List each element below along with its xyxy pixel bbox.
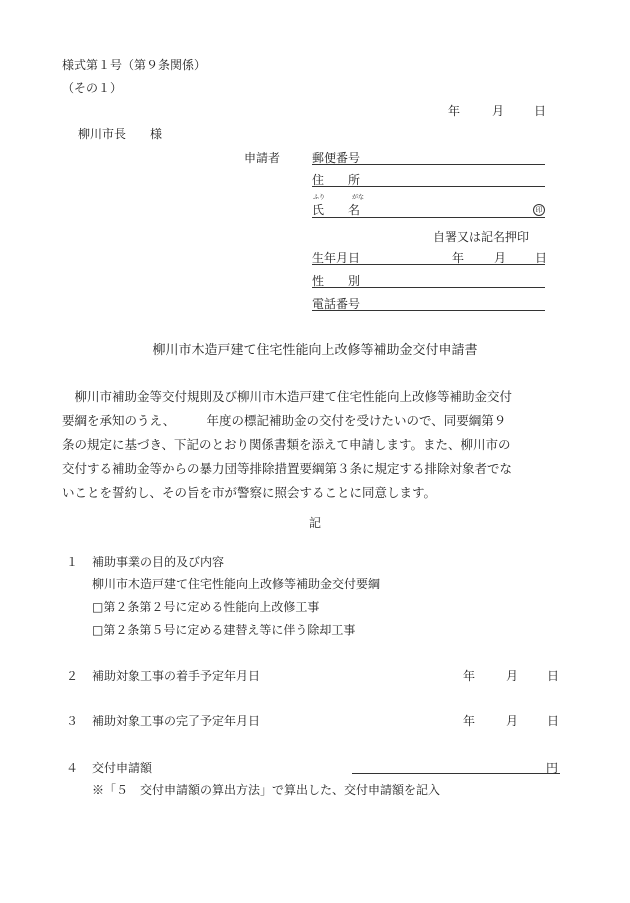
item1-subtitle: 柳川市木造戸建て住宅性能向上改修等補助金交付要綱 [92, 577, 381, 591]
postal-label: 郵便番号 [312, 151, 361, 165]
ki-heading: 記 [308, 516, 321, 530]
document-title: 柳川市木造戸建て住宅性能向上改修等補助金交付申請書 [152, 343, 478, 358]
item4-number: ４ [66, 761, 79, 775]
birth-input-line[interactable] [312, 264, 545, 265]
address-label: 住 所 [312, 173, 361, 187]
form-number: 様式第１号（第９条関係） [62, 58, 207, 72]
item2-title: 補助対象工事の着手予定年月日 [92, 669, 261, 683]
item3-year-label: 年 [463, 714, 476, 728]
item2-month-label: 月 [506, 669, 519, 683]
addressee: 柳川市長 様 [78, 127, 163, 141]
name-input-line[interactable] [312, 217, 545, 218]
gender-input-line[interactable] [312, 287, 545, 288]
body-line: 要綱を承知のうえ、 年度の標記補助金の交付を受けたいので、同要綱第９ [62, 413, 507, 428]
item3-day-label: 日 [547, 714, 560, 728]
body-line: 柳川市補助金等交付規則及び柳川市木造戸建て住宅性能向上改修等補助金交付 [62, 389, 513, 404]
seal-mark: 印 [533, 204, 545, 216]
birth-year-label: 年 [452, 251, 465, 265]
item2-day-label: 日 [547, 669, 560, 683]
item3-number: ３ [66, 714, 79, 728]
name-ruby-furi: ふり [313, 194, 326, 201]
signature-note: 自署又は記名押印 [433, 230, 530, 244]
item3-title: 補助対象工事の完了予定年月日 [92, 714, 261, 728]
birth-month-label: 月 [494, 251, 507, 265]
date-year-label: 年 [448, 104, 461, 118]
item1-number: １ [66, 555, 79, 569]
date-month-label: 月 [492, 104, 505, 118]
item2-year-label: 年 [463, 669, 476, 683]
item1-option-checkbox[interactable]: □第２条第５号に定める建替え等に伴う除却工事 [92, 623, 356, 637]
item1-option-checkbox[interactable]: □第２条第２号に定める性能向上改修工事 [92, 600, 320, 614]
birth-day-label: 日 [535, 251, 548, 265]
item1-title: 補助事業の目的及び内容 [92, 555, 225, 569]
date-day-label: 日 [534, 104, 547, 118]
applicant-label: 申請者 [244, 151, 281, 165]
item3-month-label: 月 [506, 714, 519, 728]
body-line: 条の規定に基づき、下記のとおり関係書類を添えて申請します。また、柳川市の [62, 437, 511, 452]
gender-label: 性 別 [312, 274, 361, 288]
amount-input-line[interactable] [352, 773, 560, 774]
item4-title: 交付申請額 [92, 761, 153, 775]
body-line: 交付する補助金等からの暴力団等排除措置要綱第３条に規定する排除対象者でな [62, 461, 513, 476]
phone-input-line[interactable] [312, 310, 545, 311]
postal-input-line[interactable] [312, 164, 545, 165]
birth-label: 生年月日 [312, 251, 361, 265]
address-input-line[interactable] [312, 186, 545, 187]
phone-label: 電話番号 [312, 297, 361, 311]
item4-note: ※「５ 交付申請額の算出方法」で算出した、交付申請額を記入 [92, 783, 441, 797]
name-ruby-gana: がな [352, 194, 365, 201]
body-line: いことを誓約し、その旨を市が警察に照会することに同意します。 [62, 485, 437, 500]
body-paragraph [62, 385, 562, 505]
form-sub: （その１） [62, 81, 123, 95]
name-label: 氏 名 [312, 203, 361, 217]
yen-label: 円 [546, 761, 559, 775]
item2-number: ２ [66, 669, 79, 683]
